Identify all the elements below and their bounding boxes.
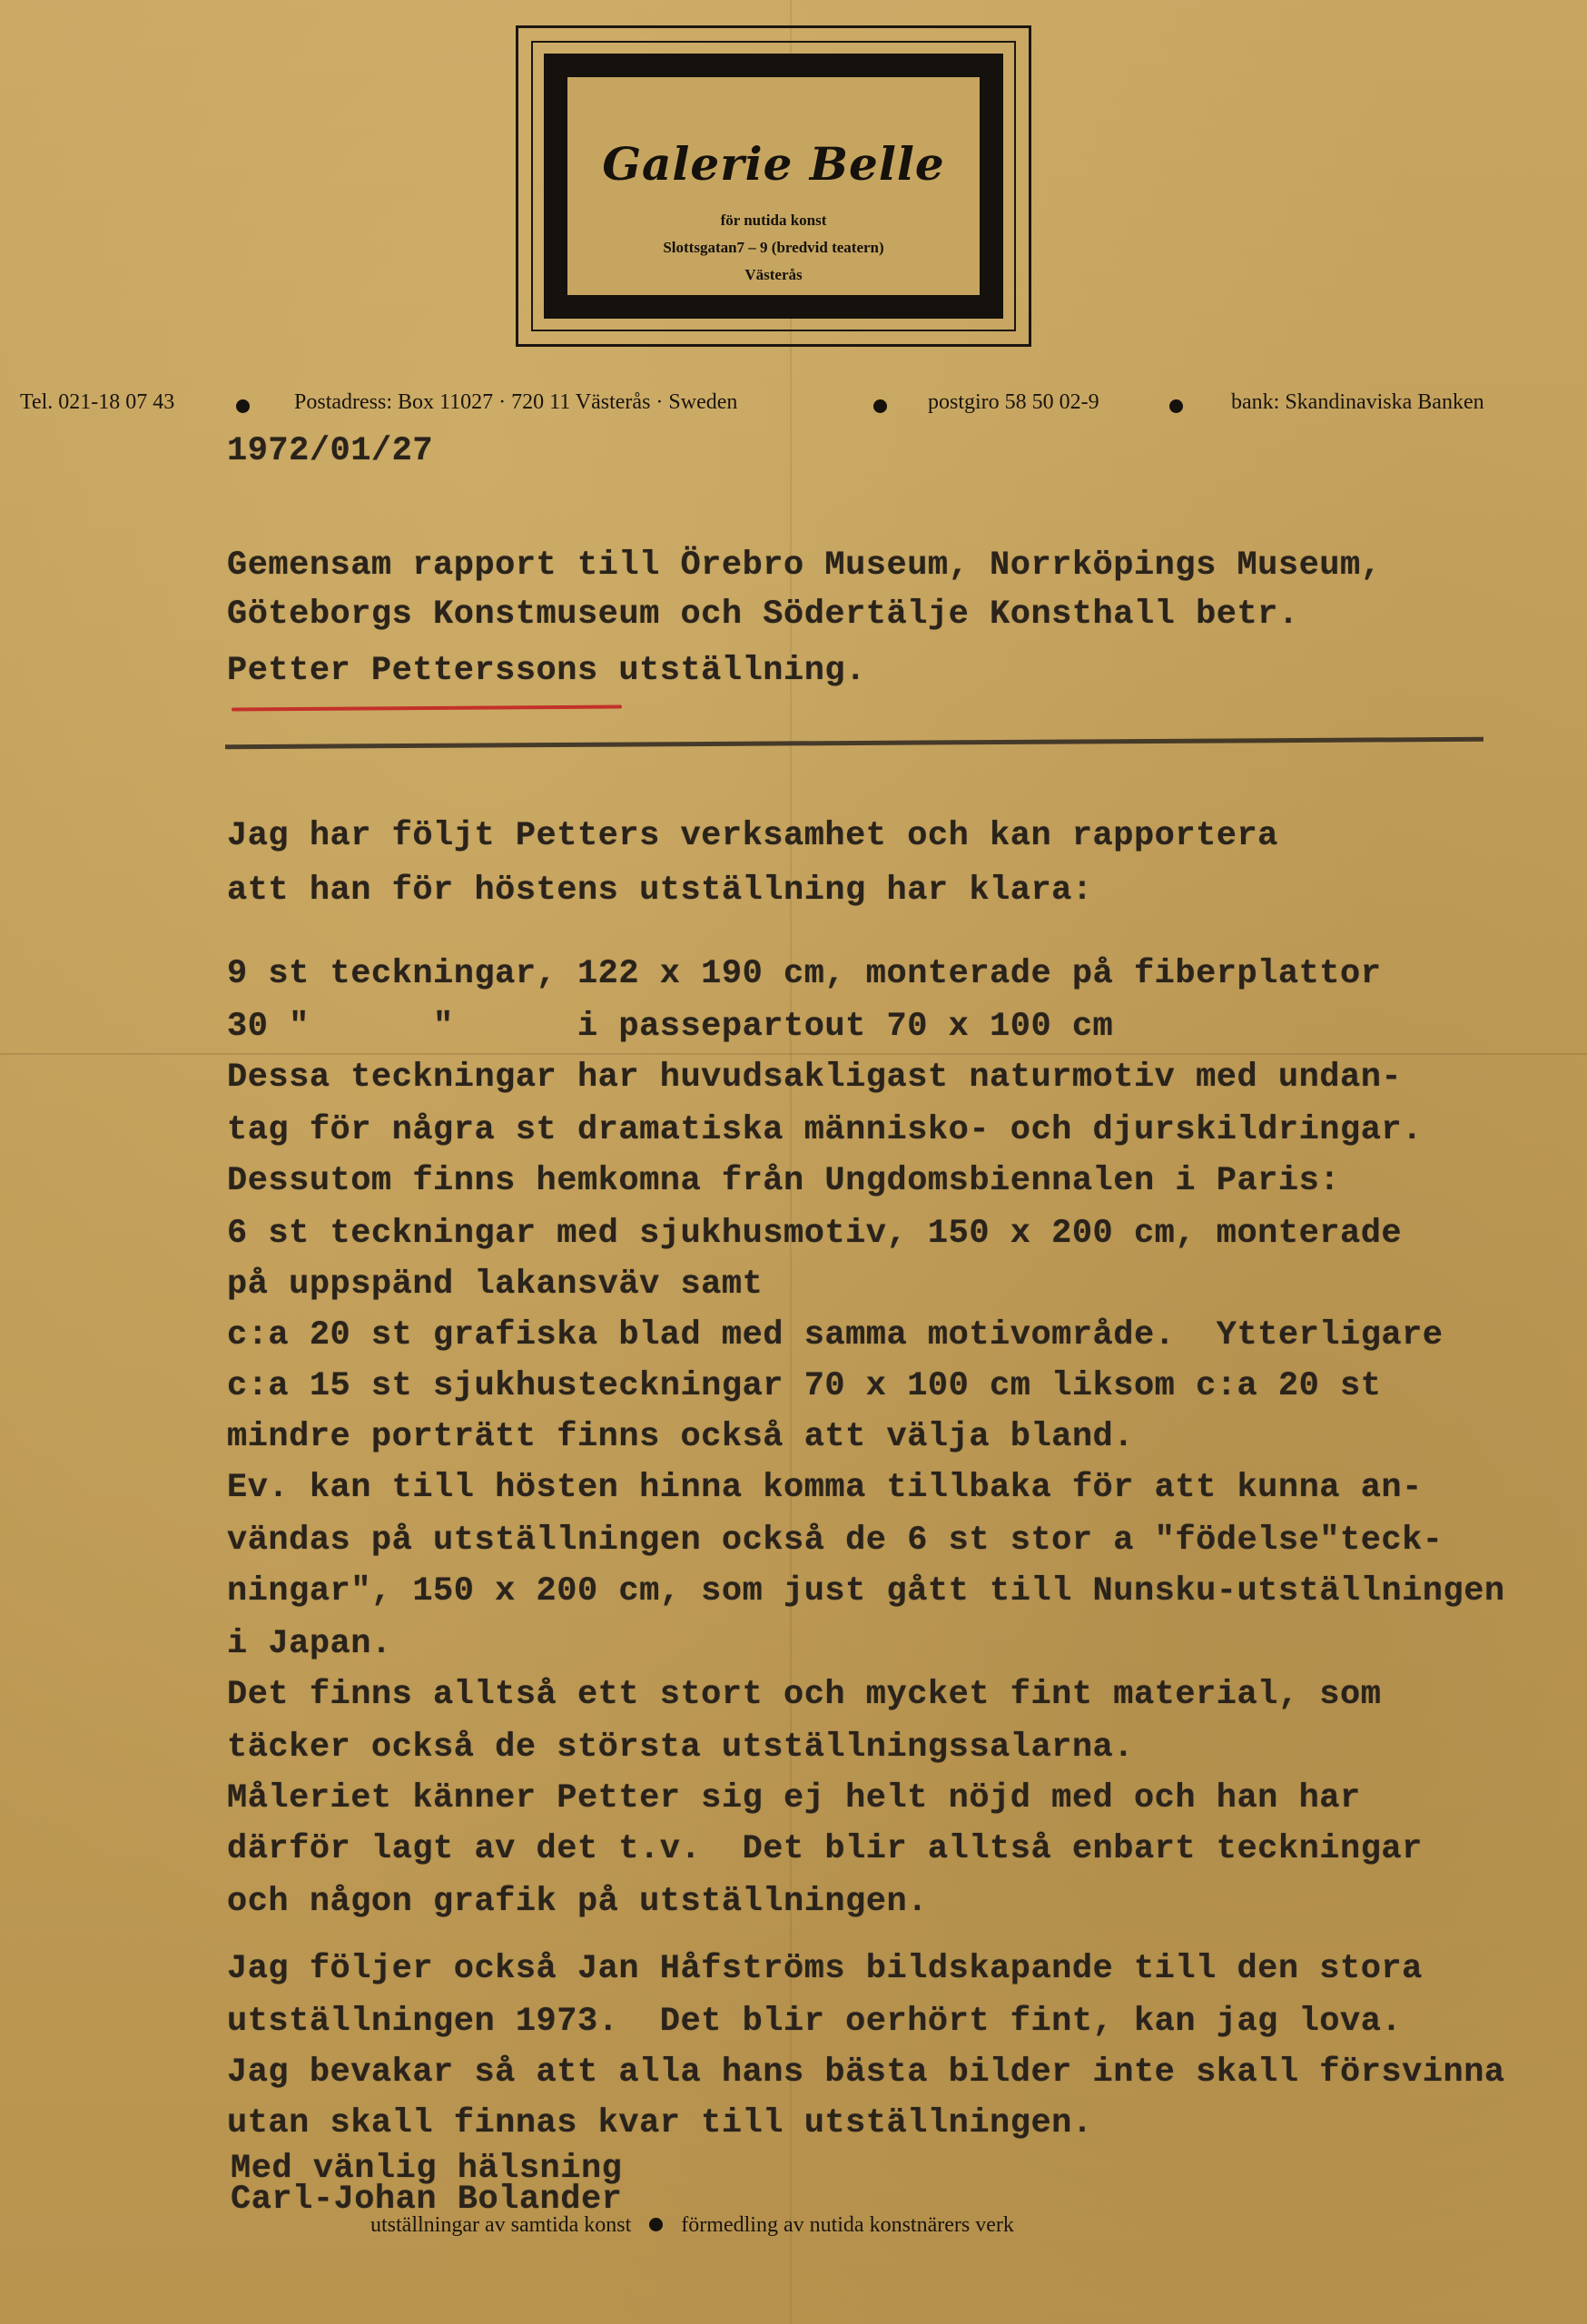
- body-line: Det finns alltså ett stort och mycket fint material, som: [227, 1676, 1382, 1714]
- bullet-icon: [1169, 399, 1183, 413]
- letter-date: 1972/01/27: [227, 432, 434, 470]
- body-line: Dessutom finns hemkomna från Ungdomsbiennalen i Paris:: [227, 1162, 1340, 1200]
- gallery-logo: [516, 25, 1031, 347]
- body-line: 30 " " i passepartout 70 x 100 cm: [227, 1008, 1114, 1046]
- body-line: ningar", 150 x 200 cm, som just gått till Nunsku-utställningen: [227, 1572, 1505, 1610]
- gallery-address: Slottsgatan7 – 9 (bredvid teatern): [663, 239, 884, 256]
- closing-line: utan skall finnas kvar till utställningen.: [227, 2104, 1093, 2142]
- contact-postadress: Postadress: Box 11027 · 720 11 Västerås · Sweden: [294, 390, 738, 414]
- body-line: c:a 15 st sjukhusteckningar 70 x 100 cm liksom c:a 20 st: [227, 1367, 1382, 1405]
- contact-line: [20, 390, 1563, 427]
- bullet-icon: [873, 399, 887, 413]
- body-line: c:a 20 st grafiska blad med samma motivområde. Ytterligare: [227, 1316, 1444, 1354]
- closing-line: Jag följer också Jan Håfströms bildskapande till den stora: [227, 1950, 1423, 1988]
- body-line: på uppspänd lakansväv samt: [227, 1265, 764, 1304]
- body-line: i Japan.: [227, 1625, 392, 1663]
- intro-line: att han för höstens utställning har klara:: [227, 872, 1093, 910]
- signature: Carl-Johan Bolander: [231, 2181, 623, 2219]
- contact-postgiro: postgiro 58 50 02-9: [928, 390, 1099, 414]
- body-line: tag för några st dramatiska människo- och djurskildringar.: [227, 1111, 1423, 1149]
- body-line: vändas på utställningen också de 6 st stor a "födelse"teck-: [227, 1521, 1444, 1560]
- paper-fold: [0, 1053, 1587, 1055]
- body-line: därför lagt av det t.v. Det blir alltså enbart teckningar: [227, 1830, 1423, 1868]
- body-line: täcker också de största utställningssalarna.: [227, 1728, 1134, 1767]
- footer-right: förmedling av nutida konstnärers verk: [681, 2213, 1014, 2237]
- footer-left: utställningar av samtida konst: [370, 2213, 632, 2237]
- red-underline: [232, 704, 622, 711]
- contact-tel: Tel. 021-18 07 43: [20, 390, 175, 414]
- horizontal-rule: [225, 737, 1484, 749]
- gallery-city: Västerås: [744, 266, 803, 283]
- body-line: mindre porträtt finns också att välja bland.: [227, 1418, 1134, 1456]
- logo-border: [544, 54, 1003, 319]
- body-line: och någon grafik på utställningen.: [227, 1883, 928, 1921]
- bullet-icon: [236, 399, 250, 413]
- body-line: Dessa teckningar har huvudsakligast naturmotiv med undan-: [227, 1059, 1403, 1097]
- subject-line: Göteborgs Konstmuseum och Södertälje Konsthall betr.: [227, 596, 1299, 634]
- bullet-icon: [649, 2218, 663, 2231]
- gallery-name: Galerie Belle: [602, 137, 945, 191]
- closing-line: Jag bevakar så att alla hans bästa bilder inte skall försvinna: [227, 2053, 1505, 2092]
- closing-line: utställningen 1973. Det blir oerhört fint, kan jag lova.: [227, 2003, 1403, 2041]
- body-line: 6 st teckningar med sjukhusmotiv, 150 x 200 cm, monterade: [227, 1215, 1403, 1253]
- logo-card: [567, 77, 980, 295]
- body-line: Måleriet känner Petter sig ej helt nöjd med och han har: [227, 1779, 1361, 1817]
- intro-line: Jag har följt Petters verksamhet och kan rapportera: [227, 817, 1278, 855]
- subject-line: Petter Petterssons utställning.: [227, 652, 866, 690]
- body-line: Ev. kan till hösten hinna komma tillbaka för att kunna an-: [227, 1469, 1423, 1507]
- greeting: Med vänlig hälsning: [231, 2150, 623, 2188]
- footer: [370, 2213, 1014, 2242]
- body-line: 9 st teckningar, 122 x 190 cm, monterade på fiberplattor: [227, 955, 1382, 993]
- subject-line: Gemensam rapport till Örebro Museum, Norrköpings Museum,: [227, 547, 1382, 585]
- contact-bank: bank: Skandinaviska Banken: [1231, 390, 1484, 414]
- gallery-tagline: för nutida konst: [720, 212, 827, 229]
